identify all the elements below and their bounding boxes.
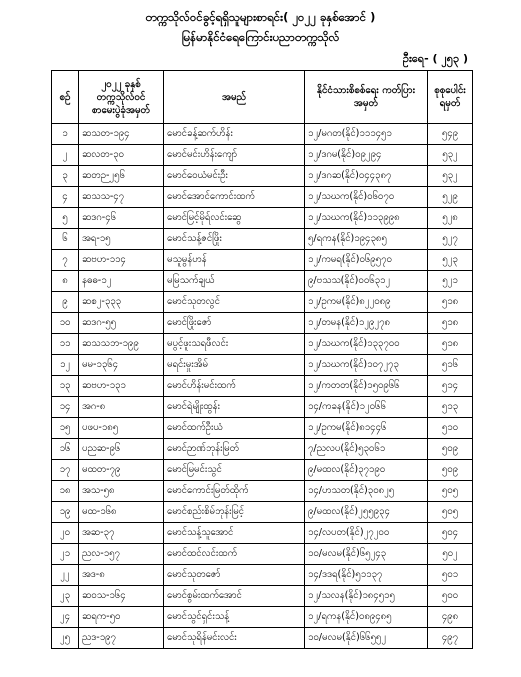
cell-no: ၁၅ xyxy=(52,418,79,439)
cell-name: မသူမွန်ဟန် xyxy=(164,250,305,271)
cell-score: ၅၁၈ xyxy=(428,334,473,355)
cell-score: ၅၂၈ xyxy=(428,208,473,229)
cell-nrc: ၁၄/ဒဒရ(နိုင်)၅၁၁၃၇ xyxy=(305,565,428,586)
cell-name: မောင်ဉာဏ်ဘုန်းမြတ် xyxy=(164,439,305,460)
cell-roll: ဆဗဟ-၁၁၄ xyxy=(79,250,164,271)
cell-name: မောင်စည်းစိမ်ဘုန်းမြင့် xyxy=(164,502,305,523)
cell-score: ၅၀၉ xyxy=(428,460,473,481)
cell-roll: ဆတဉ-၂၅၆ xyxy=(79,166,164,187)
cell-nrc: ၁၂/မဂတ(နိုင်)၁၁၁၄၅၁ xyxy=(305,124,428,145)
table-row xyxy=(52,229,473,250)
table-row xyxy=(52,376,473,397)
admission-table xyxy=(51,70,473,649)
cell-name: မောင်သွင်ရှင်းသန့် xyxy=(164,607,305,628)
cell-name: မောင်သန့်ဇင်ဖြိုး xyxy=(164,229,305,250)
cell-roll: ဆလတ-၃၀ xyxy=(79,145,164,166)
cell-roll: မမ-၁၃၆၄ xyxy=(79,355,164,376)
cell-name: မောင်သုရိန်မင်းလင်း xyxy=(164,628,305,649)
document-title: တက္ကသိုလ်ဝင်ခွင့်ရရှိသူများစာရင်း( ၂၀၂၂ ခုနှစ်အောင် ) xyxy=(145,10,376,24)
header-score: စုစုပေါင်း ရမှတ် xyxy=(428,71,473,124)
cell-roll: ဆသသဘ-၁၉၉ xyxy=(79,334,164,355)
cell-no: ၁၃ xyxy=(52,376,79,397)
cell-nrc: ၁၄/ကခန(နိုင်)၁၂၀၆၆ xyxy=(305,397,428,418)
cell-roll: ဆသသ-၄၇ xyxy=(79,187,164,208)
table-row xyxy=(52,439,473,460)
cell-name: မောင်ဖြိုးဇော် xyxy=(164,313,305,334)
cell-roll: ဆသတ-၁၉၄ xyxy=(79,124,164,145)
cell-roll: ညဒ-၁၉၇ xyxy=(79,628,164,649)
cell-no: ၁၄ xyxy=(52,397,79,418)
cell-roll: ဆဒဂ-၄၆ xyxy=(79,208,164,229)
cell-roll: အသ-၅၈ xyxy=(79,481,164,502)
cell-score: ၅၀၀ xyxy=(428,586,473,607)
table-row xyxy=(52,460,473,481)
cell-roll: ပဖပ-၁၈၅ xyxy=(79,418,164,439)
cell-no: ၁၁ xyxy=(52,334,79,355)
table-row xyxy=(52,418,473,439)
table-row xyxy=(52,628,473,649)
cell-nrc: ၁၂/သလန(နိုင်)၁၈၄၅၁၅ xyxy=(305,586,428,607)
cell-score: ၅၀၅ xyxy=(428,481,473,502)
table-header-row xyxy=(52,71,473,124)
cell-name: မောင်သန့်သူအောင် xyxy=(164,523,305,544)
table-row xyxy=(52,355,473,376)
cell-roll: မထ-၁၆၈ xyxy=(79,502,164,523)
header-no: စဉ် xyxy=(52,71,79,124)
table-row xyxy=(52,502,473,523)
cell-no: ၂၁ xyxy=(52,544,79,565)
cell-name: မောင်ဟိန်းမင်းထက် xyxy=(164,376,305,397)
cell-name: မောင်မြင့်မိုရ်လင်းဆွေ xyxy=(164,208,305,229)
cell-nrc: ၉/မထလ(နိုင်)၃၇၁၉၀ xyxy=(305,460,428,481)
table-row xyxy=(52,334,473,355)
cell-name: မောင်ဝေယံမင်းဦး xyxy=(164,166,305,187)
cell-roll: အဆ-၃၇ xyxy=(79,523,164,544)
cell-no: ၁၇ xyxy=(52,460,79,481)
university-name: မြန်မာနိုင်ငံရေကြောင်းပညာတက္ကသိုလ် xyxy=(181,30,340,44)
cell-no: ၅ xyxy=(52,208,79,229)
cell-no: ၂၃ xyxy=(52,586,79,607)
cell-nrc: ၁၄/ဟသတ(နိုင်)၃၀၈၂၅ xyxy=(305,481,428,502)
cell-name: မောင်ထက်ဦးယံ xyxy=(164,418,305,439)
table-row xyxy=(52,145,473,166)
table-row xyxy=(52,187,473,208)
cell-roll: ဆစ၂-၃၃၃ xyxy=(79,292,164,313)
cell-score: ၅၀၄ xyxy=(428,523,473,544)
cell-nrc: ၁၂/ရကန(နိုင်)၀၈၉၄၈၅ xyxy=(305,607,428,628)
cell-no: ၁ xyxy=(52,124,79,145)
cell-name: မောင်ကောင်းမြတ်ထိုက် xyxy=(164,481,305,502)
cell-nrc: ၁၂/ဒဂမ(နိုင်)၀၉၂၉၄ xyxy=(305,145,428,166)
cell-score: ၄၉၈ xyxy=(428,607,473,628)
cell-no: ၃ xyxy=(52,166,79,187)
cell-nrc: ၉/မထလ(နိုင်)၂၅၅၉၃၄ xyxy=(305,502,428,523)
cell-name: မောင်ရဲမျိုးထွန်း xyxy=(164,397,305,418)
cell-nrc: ၁၄/လပတ(နိုင်)၂၇၂၀၀ xyxy=(305,523,428,544)
cell-score: ၅၂၉ xyxy=(428,187,473,208)
table-row xyxy=(52,523,473,544)
cell-name: မောင်စွမ်းထက်အောင် xyxy=(164,586,305,607)
cell-score: ၅၄၉ xyxy=(428,124,473,145)
cell-no: ၄ xyxy=(52,187,79,208)
cell-roll: ဆရက-၅၀ xyxy=(79,607,164,628)
table-body xyxy=(52,124,473,649)
table-row xyxy=(52,607,473,628)
cell-nrc: ၁၂/သဃက(နိုင်)၁၁၃၉၉၈ xyxy=(305,208,428,229)
cell-no: ၆ xyxy=(52,229,79,250)
cell-no: ၈ xyxy=(52,271,79,292)
cell-no: ၁၆ xyxy=(52,439,79,460)
cell-score: ၄၉၇ xyxy=(428,628,473,649)
cell-no: ၂၄ xyxy=(52,607,79,628)
cell-no: ၂၂ xyxy=(52,565,79,586)
cell-score: ၅၁၈ xyxy=(428,313,473,334)
table-row xyxy=(52,166,473,187)
cell-score: ၅၂၃ xyxy=(428,250,473,271)
cell-name: မမြသက်ချယ် xyxy=(164,271,305,292)
cell-no: ၂၀ xyxy=(52,523,79,544)
cell-no: ၉ xyxy=(52,292,79,313)
cell-score: ၅၀၉ xyxy=(428,439,473,460)
cell-roll: နဓဓ-၁၂ xyxy=(79,271,164,292)
cell-roll: အရ-၁၅ xyxy=(79,229,164,250)
cell-no: ၇ xyxy=(52,250,79,271)
cell-score: ၅၃၂ xyxy=(428,166,473,187)
cell-nrc: ၁၂/တမန(နိုင်)၁၂၉၂၇၈ xyxy=(305,313,428,334)
cell-roll: မထတ-၇၉ xyxy=(79,460,164,481)
cell-score: ၅၁၆ xyxy=(428,355,473,376)
cell-nrc: ၁၂/သဃက(နိုင်)၀၆၀၇၀ xyxy=(305,187,428,208)
cell-nrc: ၁၀/မလမ(နိုင်)၆၅၂၄၃ xyxy=(305,544,428,565)
cell-score: ၅၀၂ xyxy=(428,544,473,565)
cell-name: မောင်သုတလွင် xyxy=(164,292,305,313)
cell-nrc: ၁၂/ကမရ(နိုင်)၀၆၉၅၇၀ xyxy=(305,250,428,271)
table-row xyxy=(52,586,473,607)
cell-nrc: ၇/ညလပ(နိုင်)၅၃၀၆၁ xyxy=(305,439,428,460)
table-row xyxy=(52,481,473,502)
cell-nrc: ၁၂/ဥကမ(နိုင်)၈၂၂၀၈၉ xyxy=(305,292,428,313)
cell-score: ၅၃၂ xyxy=(428,145,473,166)
cell-score: ၅၀၅ xyxy=(428,502,473,523)
cell-score: ၅၂၁ xyxy=(428,271,473,292)
cell-roll: ဆဗဟ-၁၃၁ xyxy=(79,376,164,397)
table-row xyxy=(52,208,473,229)
cell-name: မရင်းမှုးအိမ် xyxy=(164,355,305,376)
cell-roll: အဂ-၈ xyxy=(79,397,164,418)
table-row xyxy=(52,124,473,145)
cell-roll: ဆဒဂ-၅၅ xyxy=(79,313,164,334)
cell-nrc: ၁၂/ဥကမ(နိုင်)၈၁၄၄၆ xyxy=(305,418,428,439)
cell-name: မောင်သုတဇော် xyxy=(164,565,305,586)
table-row xyxy=(52,313,473,334)
cell-name: မောင်အောင်ကောင်းထက် xyxy=(164,187,305,208)
cell-nrc: ၁၂/သဃက(နိုင်)၁၃၃၇၀၀ xyxy=(305,334,428,355)
table-row xyxy=(52,544,473,565)
cell-nrc: ၁၀/မလမ(နိုင်)၆၆၅၅၂ xyxy=(305,628,428,649)
header-name: အမည် xyxy=(164,71,305,124)
cell-roll: ဆဝသ-၁၆၄ xyxy=(79,586,164,607)
cell-roll: ညလ-၁၅၇ xyxy=(79,544,164,565)
cell-no: ၁၀ xyxy=(52,313,79,334)
table-row xyxy=(52,292,473,313)
cell-no: ၂ xyxy=(52,145,79,166)
cell-score: ၅၁၄ xyxy=(428,376,473,397)
cell-no: ၁၉ xyxy=(52,502,79,523)
table-row xyxy=(52,565,473,586)
cell-name: မောင်ခန့်ဆက်ဟိန်း xyxy=(164,124,305,145)
cell-score: ၅၁၀ xyxy=(428,418,473,439)
cell-roll: ပညဆ-၉၆ xyxy=(79,439,164,460)
header-roll: ၂၀၂၂ ခုနှစ် တက္ကသိုလ်ဝင် စာမေးပွဲခုံအမှတ် xyxy=(79,71,164,124)
header-nrc: နိုင်ငံသားစိစစ်ရေး ကတ်ပြားအမှတ် xyxy=(305,71,428,124)
cell-score: ၅၂၇ xyxy=(428,229,473,250)
count-label: ဦးရေ- ( ၂၅၃ ) xyxy=(402,52,468,65)
table-row xyxy=(52,250,473,271)
table-row xyxy=(52,397,473,418)
cell-name: မောင်မင်းဟိန်းကျော် xyxy=(164,145,305,166)
cell-nrc: ၁၂/ကတတ(နိုင်)၁၅၀၉၆၆ xyxy=(305,376,428,397)
cell-no: ၁၂ xyxy=(52,355,79,376)
table-row xyxy=(52,271,473,292)
cell-no: ၁၈ xyxy=(52,481,79,502)
cell-score: ၅၀၁ xyxy=(428,565,473,586)
cell-score: ၅၁၃ xyxy=(428,397,473,418)
cell-nrc: ၁၂/သဃက(နိုင်)၁၀၇၂၇၃ xyxy=(305,355,428,376)
cell-roll: အဒ-၈ xyxy=(79,565,164,586)
cell-score: ၅၁၈ xyxy=(428,292,473,313)
cell-name: မောင်မြမင်းသွင် xyxy=(164,460,305,481)
cell-nrc: ၅/ရကန(နိုင်)၁၉၄၃၈၅ xyxy=(305,229,428,250)
cell-no: ၂၅ xyxy=(52,628,79,649)
cell-name: မောင်ထင်လင်းထက် xyxy=(164,544,305,565)
cell-nrc: ၁၂/ဒဂဆ(နိုင်)၀၄၄၃၈၇ xyxy=(305,166,428,187)
cell-name: မပွင့်ဖူးသရဖီလင်း xyxy=(164,334,305,355)
cell-nrc: ၉/ဗသသ(နိုင်)၀၀၆၃၁၂ xyxy=(305,271,428,292)
